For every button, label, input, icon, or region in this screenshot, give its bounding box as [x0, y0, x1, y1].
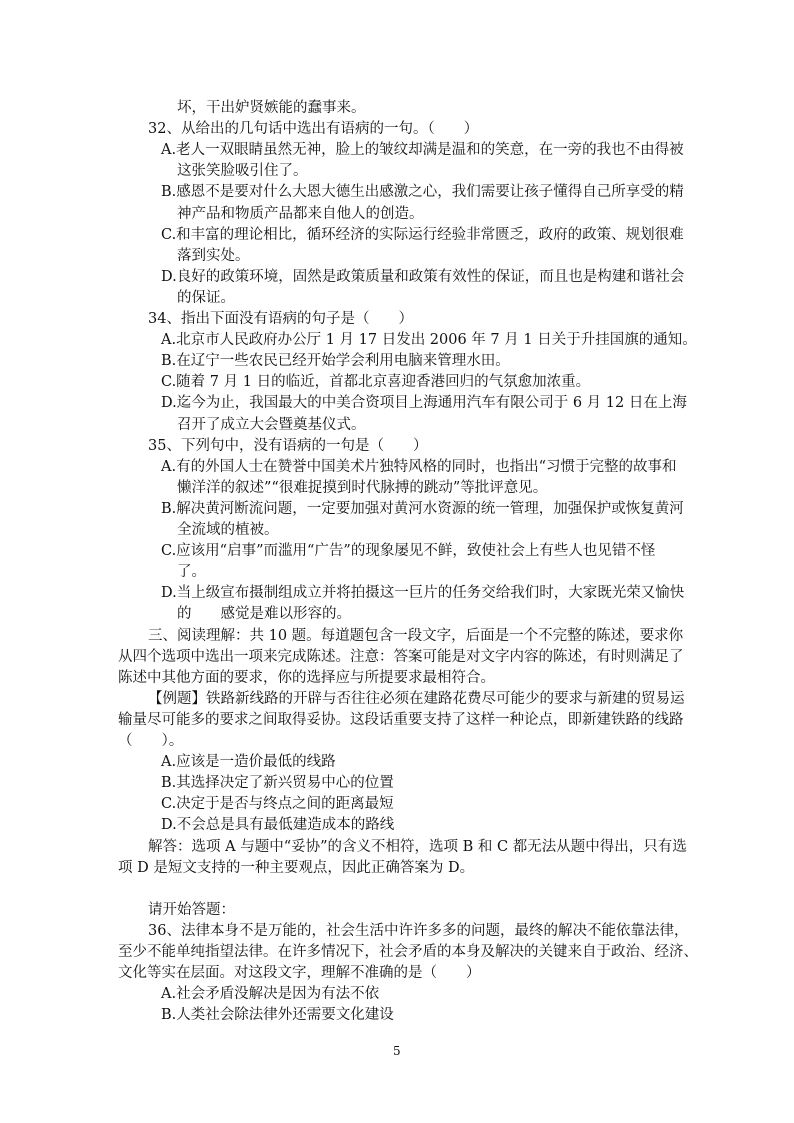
text-line: 神产品和物质产品都来自他人的创造。: [177, 205, 424, 222]
text-line: D.迄今为止，我国最大的中美合资项目上海通用汽车有限公司于 6 月 12 日在上海: [161, 395, 687, 412]
text-line: 全流域的植被。: [177, 522, 279, 538]
text-line: 【例题】铁路新线路的开辟与否往往必须在建路花费尽可能少的要求与新建的贸易运: [148, 690, 685, 707]
text-line: B.感恩不是要对什么大恩大德生出感激之心，我们需要让孩子懂得自己所享受的精: [161, 184, 684, 201]
text-line: 坏，干出妒贤嫉能的蠢事来。: [177, 100, 366, 116]
text-line: 三、阅读理解：共 10 题。每道题包含一段文字，后面是一个不完整的陈述，要求你: [148, 627, 684, 644]
text-line: 文化等实在层面。对这段文字，理解不准确的是（ ）: [118, 965, 481, 982]
text-line: A.社会矛盾没解决是因为有法不依: [161, 986, 380, 1003]
text-line: C.和丰富的理论相比，循环经济的实际运行经验非常匮乏，政府的政策、规划很难: [161, 226, 684, 243]
text-line: D.当上级宣布摄制组成立并将拍摄这一巨片的任务交给我们时，大家既光荣又愉快: [161, 585, 685, 602]
text-line: C.随着 7 月 1 日的临近，首都北京喜迎香港回归的气氛愈加浓重。: [161, 374, 591, 391]
text-line: 的 感觉是难以形容的。: [177, 606, 351, 623]
text-line: B.在辽宁一些农民已经开始学会利用电脑来管理水田。: [161, 353, 510, 370]
text-line: 36、法律本身不是万能的，社会生活中许许多多的问题，最终的解决不能依靠法律，: [148, 922, 689, 939]
text-line: 从四个选项中选出一项来完成陈述。注意：答案可能是对文字内容的陈述，有时则满足了: [118, 648, 684, 665]
text-line: 35、下列句中，没有语病的一句是（ ）: [148, 437, 428, 454]
text-line: B.其选择决定了新兴贸易中心的位置: [161, 775, 394, 792]
text-line: 的保证。: [177, 289, 235, 306]
text-line: 陈述中其他方面的要求，你的选择应与所提要求最相符合。: [118, 669, 495, 686]
text-line: 请开始答题：: [148, 901, 235, 918]
text-line: C.决定于是否与终点之间的距离最短: [161, 796, 394, 813]
text-line: D.不会总是具有最低建造成本的路线: [161, 817, 395, 834]
text-line: 解答：选项 A 与题中“妥协”的含义不相符，选项 B 和 C 都无法从题中得出，只有选: [148, 838, 687, 855]
text-line: A.北京市人民政府办公厅 1 月 17 日发出 2006 年 7 月 1 日关于升挂国旗的通知。: [161, 332, 697, 349]
text-line: 这张笑脸吸引住了。: [177, 163, 308, 180]
text-line: A.老人一双眼睛虽然无神，脸上的皱纹却满是温和的笑意，在一旁的我也不由得被: [161, 142, 684, 159]
text-line: 懒洋洋的叙述”“很难捉摸到时代脉搏的跳动”等批评意见。: [177, 479, 548, 496]
text-line: C.应该用“启事”而滥用“广告”的现象屡见不鲜，致使社会上有些人也见错不怪: [161, 543, 656, 560]
text-line: D.良好的政策环境，固然是政策质量和政策有效性的保证，而且也是构建和谐社会: [161, 268, 685, 285]
text-line: 项 D 是短文支持的一种主要观点，因此正确答案为 D。: [118, 859, 475, 876]
page-number: 5: [393, 1044, 401, 1058]
text-line: B.解决黄河断流问题，一定要加强对黄河水资源的统一管理，加强保护或恢复黄河: [161, 500, 684, 517]
text-line: 至少不能单纯指望法律。在许多情况下，社会矛盾的本身及解决的关键来自于政治、经济、: [118, 944, 698, 960]
text-line: A.有的外国人士在赞誉中国美术片独特风格的同时，也指出“习惯于完整的故事和: [161, 458, 677, 475]
text-line: 召开了成立大会暨奠基仪式。: [177, 416, 366, 433]
text-line: （ ）。: [118, 733, 184, 749]
text-line: 了。: [177, 564, 206, 581]
text-line: 落到实处。: [177, 247, 250, 264]
text-line: B.人类社会除法律外还需要文化建设: [161, 1007, 394, 1024]
text-line: 34、指出下面没有语病的句子是（ ）: [148, 311, 413, 327]
text-line: 输量尽可能多的要求之间取得妥协。这段话重要支持了这样一种论点，即新建铁路的线路: [118, 711, 684, 728]
text-line: 32、从给出的几句话中选出有语病的一句。（ ）: [148, 121, 479, 138]
text-line: A.应该是一造价最低的线路: [161, 754, 336, 771]
